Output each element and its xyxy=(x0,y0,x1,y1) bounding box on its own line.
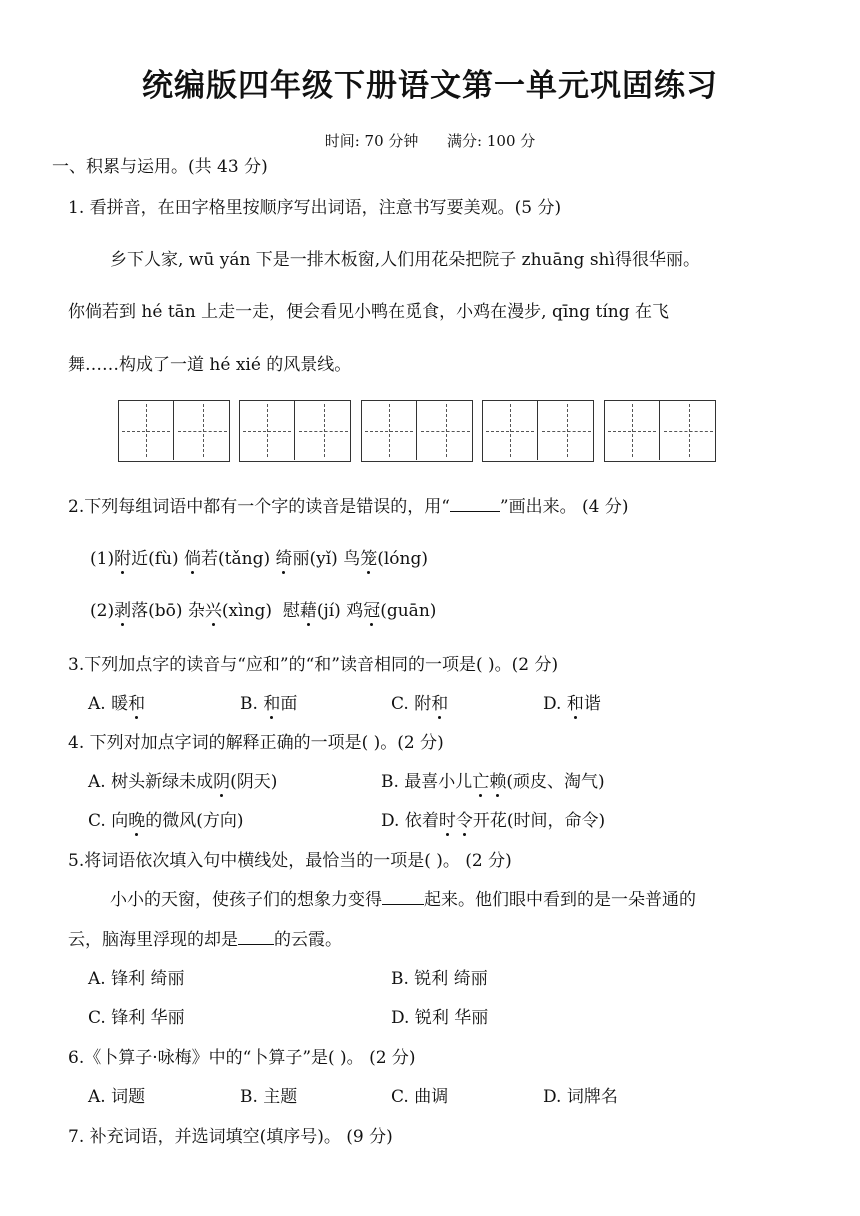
q7-stem: 7. 补充词语，并选词填空(填序号)。 (9 分) xyxy=(68,1127,393,1147)
q3-option-d[interactable]: D. 和谐 xyxy=(543,694,601,714)
q6-option-a[interactable]: A. 词题 xyxy=(88,1087,146,1107)
tianzige-box-4[interactable] xyxy=(482,400,594,462)
full-score: 满分: 100 分 xyxy=(447,132,536,150)
q5-passage-line1: 小小的天窗，使孩子们的想象力变得 起来。他们眼中看到的是一朵普通的 xyxy=(110,885,696,910)
q5-stem: 5.将词语依次填入句中横线处，最恰当的一项是( )。 (2 分) xyxy=(68,851,512,871)
q1-line3: 舞……构成了一道 hé xié 的风景线。 xyxy=(68,355,352,375)
fill-blank-1[interactable] xyxy=(382,887,424,905)
q2-stem: 2.下列每组词语中都有一个字的读音是错误的，用“ ”画出来。 (4 分) xyxy=(68,492,629,517)
tianzige-box-1[interactable] xyxy=(118,400,230,462)
q3-option-b[interactable]: B. 和面 xyxy=(240,694,298,714)
q5-option-b[interactable]: B. 锐利 绮丽 xyxy=(391,969,488,989)
q4-stem: 4. 下列对加点字词的解释正确的一项是( )。(2 分) xyxy=(68,733,444,753)
q6-option-d[interactable]: D. 词牌名 xyxy=(543,1087,618,1107)
q1-stem: 1. 看拼音，在田字格里按顺序写出词语，注意书写要美观。(5 分) xyxy=(68,198,562,218)
page-title: 统编版四年级下册语文第一单元巩固练习 xyxy=(142,68,718,104)
q2-row-2: (2)剥落(bō) 杂兴(xìng) 慰藉(jí) 鸡冠(guān) xyxy=(90,601,437,621)
section-heading: 一、积累与运用。(共 43 分) xyxy=(52,157,268,177)
fill-blank-2[interactable] xyxy=(238,927,274,945)
q6-stem: 6.《卜算子·咏梅》中的“卜算子”是( )。 (2 分) xyxy=(68,1048,416,1068)
exam-meta xyxy=(0,130,860,151)
q3-option-a[interactable]: A. 暖和 xyxy=(88,694,146,714)
q2-row-1: (1)附近(fù) 倘若(tǎng) 绮丽(yǐ) 鸟笼(lóng) xyxy=(90,549,428,569)
tianzige-box-2[interactable] xyxy=(239,400,351,462)
tianzige-box-3[interactable] xyxy=(361,400,473,462)
q5-option-a[interactable]: A. 锋利 绮丽 xyxy=(88,969,185,989)
q5-option-c[interactable]: C. 锋利 华丽 xyxy=(88,1008,185,1028)
q1-line2: 你倘若到 hé tān 上走一走，便会看见小鸭在觅食，小鸡在漫步, qīng tíng 在飞 xyxy=(68,302,670,322)
tianzige-box-5[interactable] xyxy=(604,400,716,462)
q6-option-c[interactable]: C. 曲调 xyxy=(391,1087,449,1107)
q4-option-c[interactable]: C. 向晚的微风(方向) xyxy=(88,811,244,831)
time-limit: 时间: 70 分钟 xyxy=(324,132,419,150)
q1-line1: 乡下人家, wū yán 下是一排木板窗,人们用花朵把院子 zhuāng shì得很华丽。 xyxy=(110,250,700,270)
q3-option-c[interactable]: C. 附和 xyxy=(391,694,449,714)
q6-option-b[interactable]: B. 主题 xyxy=(240,1087,298,1107)
q4-option-d[interactable]: D. 依着时令开花(时间，命令) xyxy=(381,811,606,831)
q5-option-d[interactable]: D. 锐利 华丽 xyxy=(391,1008,489,1028)
q5-passage-line2: 云，脑海里浮现的却是 的云霞。 xyxy=(68,925,342,950)
q3-stem: 3.下列加点字的读音与“应和”的“和”读音相同的一项是( )。(2 分) xyxy=(68,655,559,675)
q4-option-b[interactable]: B. 最喜小儿亡赖(顽皮、淘气) xyxy=(381,772,605,792)
q4-option-a[interactable]: A. 树头新绿未成阴(阴天) xyxy=(88,772,278,792)
underline-sample xyxy=(450,494,500,512)
